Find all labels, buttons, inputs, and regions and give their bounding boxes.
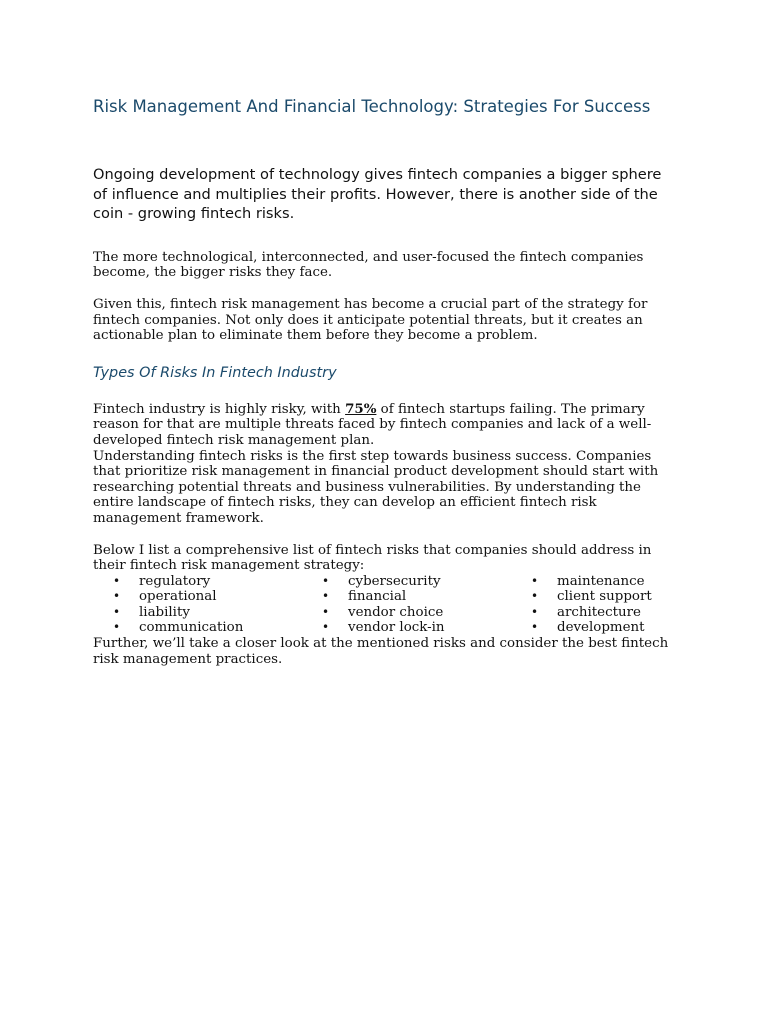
list-item: • development <box>531 620 645 636</box>
list-item: • communication <box>113 620 244 636</box>
bullet-icon: • <box>531 604 539 619</box>
bullet-icon: • <box>531 589 539 604</box>
list-item: • client support <box>531 589 652 605</box>
bullet-icon: • <box>113 620 121 635</box>
paragraph-risk-list-intro: Below I list a comprehensive list of fintech risks that companies should address in their fintech risk management strategy: <box>93 542 652 574</box>
bullet-icon: • <box>113 604 121 619</box>
bullet-icon: • <box>322 604 330 619</box>
paragraph-risks-growth: The more technological, interconnected, and user-focused the fintech companies become, the bigger risks they face. <box>93 249 644 281</box>
paragraph-closing: Further, we’ll take a closer look at the mentioned risks and consider the best fintech risk management practices. <box>93 636 669 667</box>
failure-rate-text-before: Fintech industry is highly risky, with <box>93 401 346 417</box>
list-item: • architecture <box>531 604 641 620</box>
paragraph-failure-rate <box>93 402 673 449</box>
list-item: • financial <box>322 589 407 605</box>
list-item: • maintenance <box>531 573 645 589</box>
document-title: Risk Management And Financial Technology: Strategies For Success <box>93 97 651 116</box>
list-item: • liability <box>113 604 190 620</box>
bullet-icon: • <box>113 573 121 588</box>
list-item: • vendor choice <box>322 604 444 620</box>
bullet-icon: • <box>531 620 539 635</box>
intro-paragraph: Ongoing development of technology gives fintech companies a bigger sphere of influence and multiplies their profits. However, there is another side of the coin - growing fintech risks. <box>93 166 662 223</box>
document-page <box>93 95 673 667</box>
section-heading-risk-types: Types Of Risks In Fintech Industry <box>93 364 337 381</box>
risk-list <box>93 574 673 636</box>
paragraph-understanding-risks: Understanding fintech risks is the first step towards business success. Companies that prioritize risk management in financial product development should start with researching potential threats and business vulnerabilities. By understanding the entire landscape of fintech risks, they can develop an efficient fintech risk management framework. <box>93 448 659 526</box>
failure-rate-text-after: of fintech startups failing. The primary reason for that are multiple threats faced by fintech companies and lack of a well-developed fintech risk management plan. <box>93 401 652 448</box>
bullet-icon: • <box>113 589 121 604</box>
paragraph-risk-management-role: Given this, fintech risk management has become a crucial part of the strategy for fintech companies. Not only does it anticipate potential threats, but it creates an actionable plan to eliminate them before they become a problem. <box>93 296 648 344</box>
list-item: • regulatory <box>113 573 211 589</box>
failure-rate-link[interactable]: 75% <box>345 400 377 417</box>
list-item: • vendor lock-in <box>322 620 445 636</box>
bullet-icon: • <box>322 620 330 635</box>
list-item: • operational <box>113 589 217 605</box>
bullet-icon: • <box>322 573 330 588</box>
bullet-icon: • <box>531 573 539 588</box>
list-item: • cybersecurity <box>322 573 441 589</box>
bullet-icon: • <box>322 589 330 604</box>
